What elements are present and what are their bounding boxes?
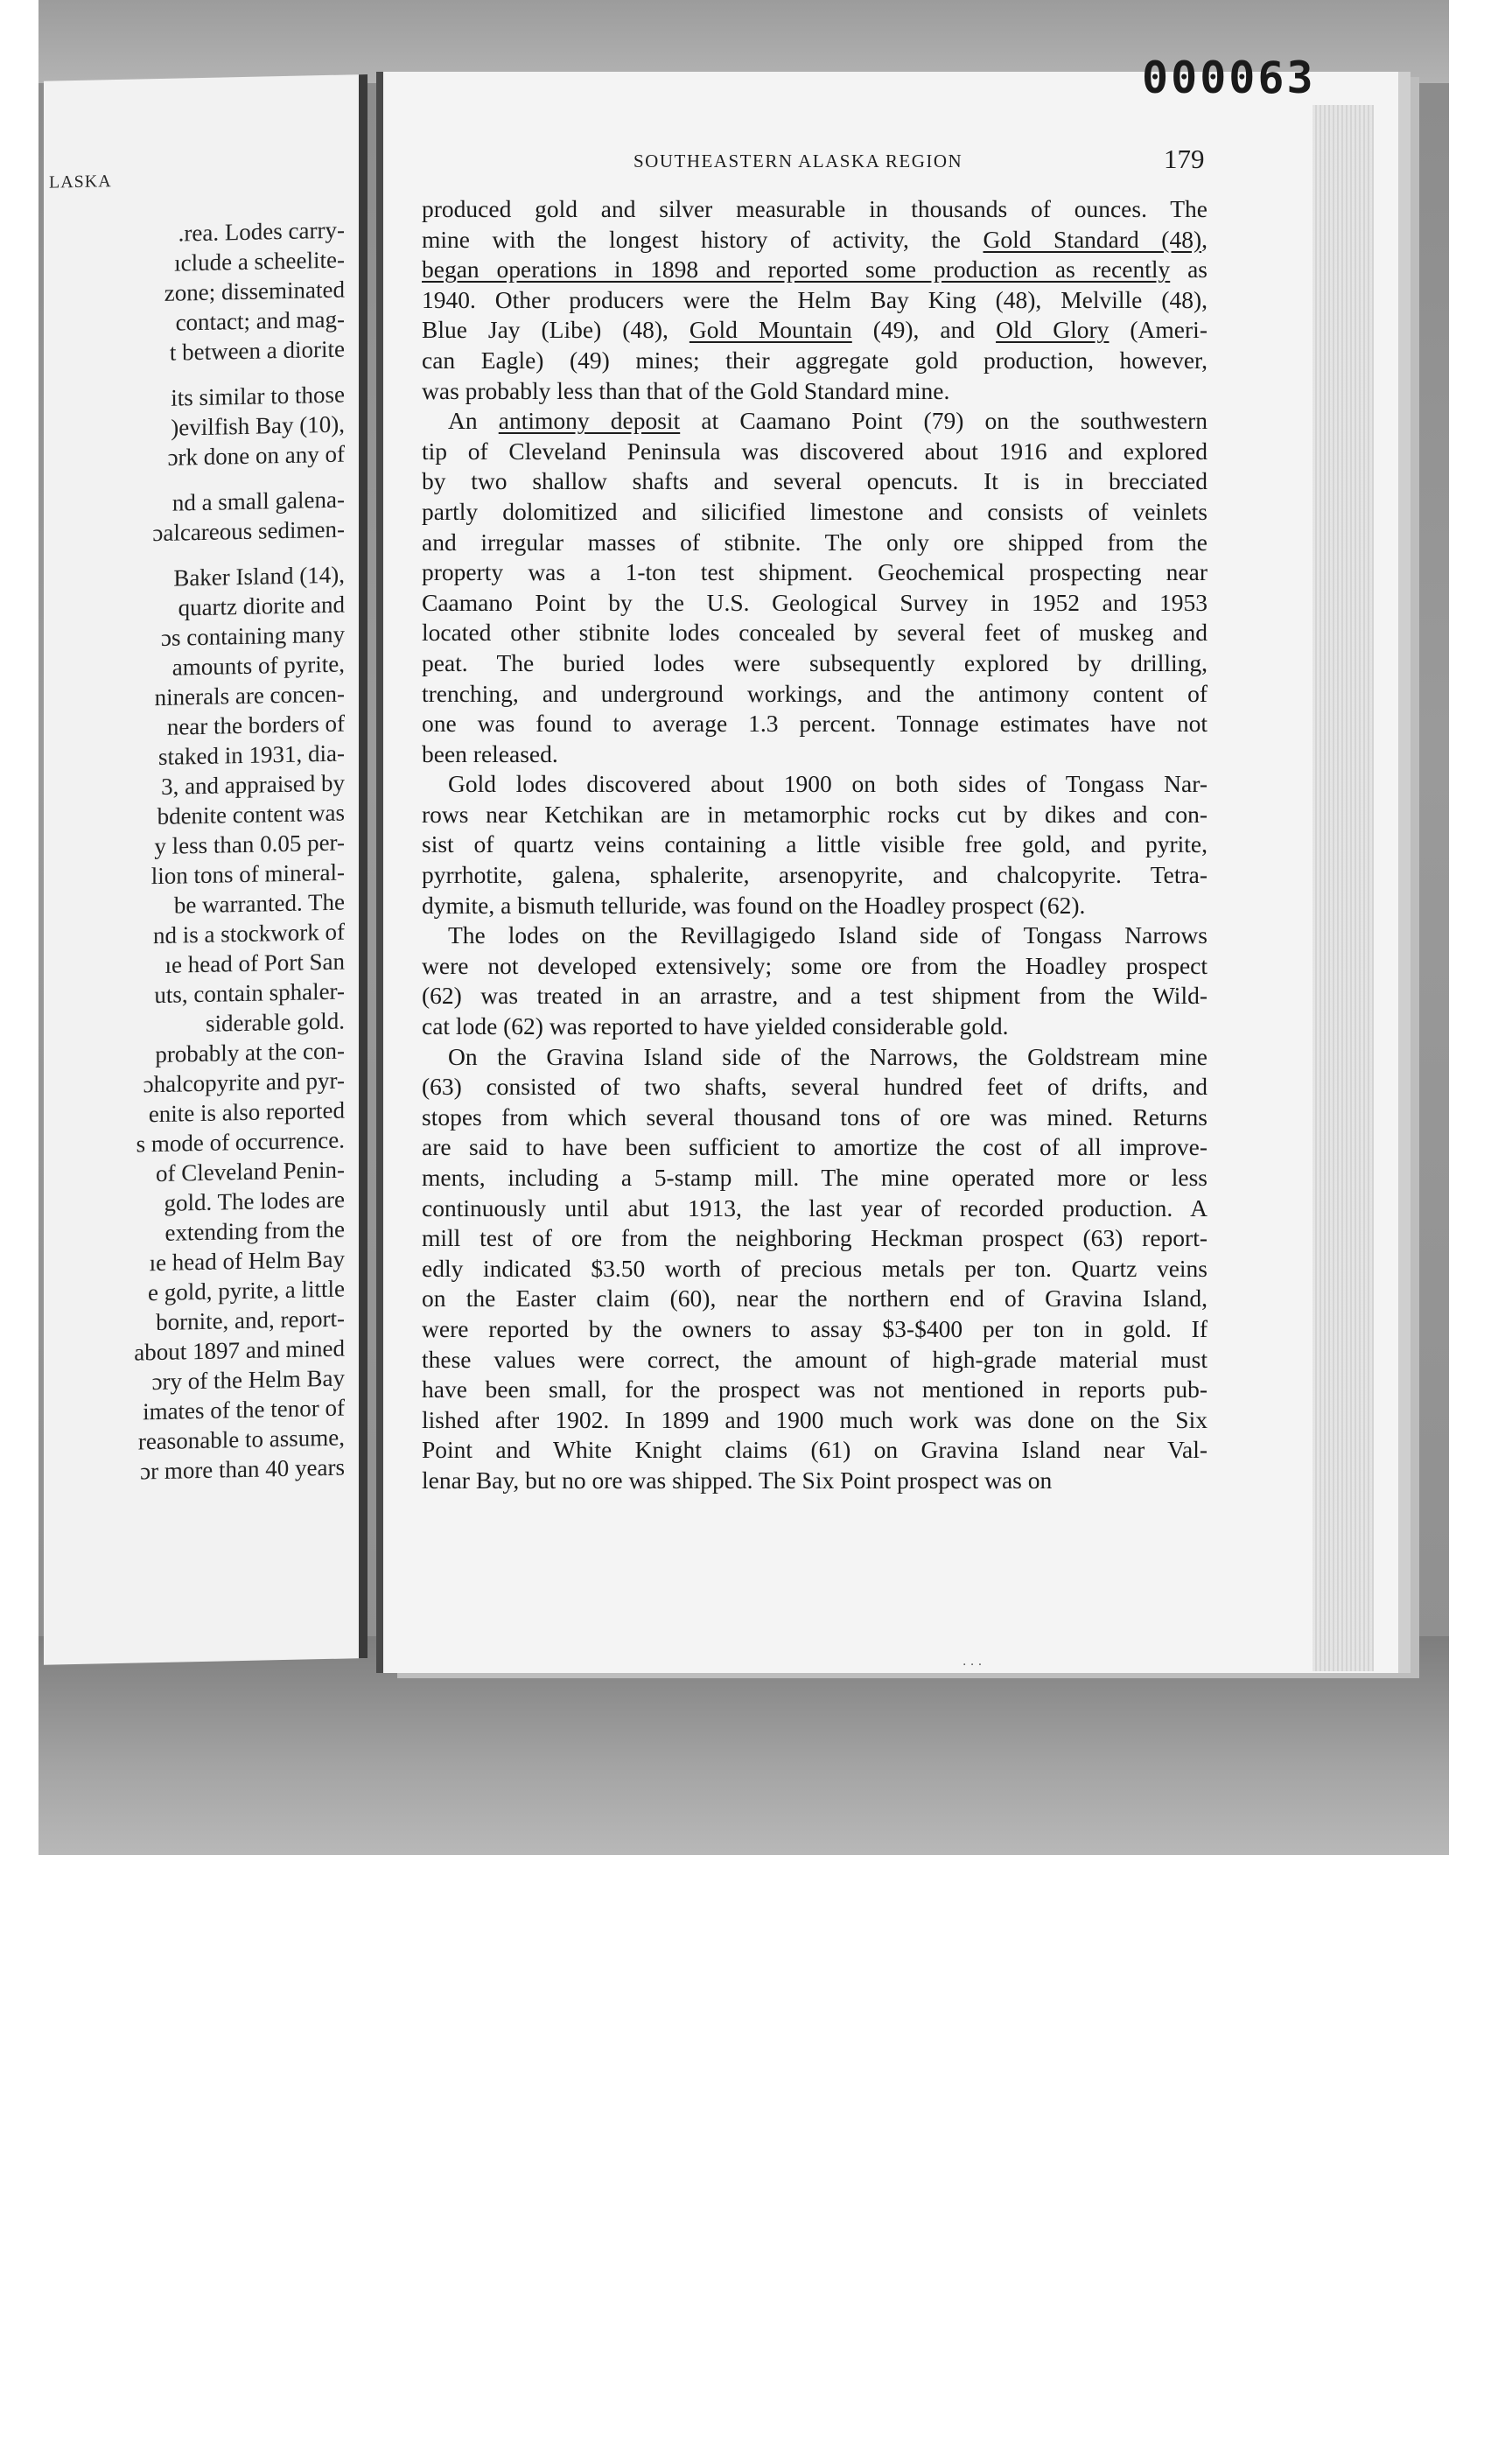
- body-line: trenching, and underground workings, and the antimony content of: [422, 679, 1208, 707]
- left-page-line: y less than 0.05 per-: [154, 829, 345, 860]
- body-line: are said to have been sufficient to amortize the cost of all improve-: [422, 1133, 1208, 1161]
- left-page-line: be warranted. The: [173, 888, 345, 919]
- body-line: ments, including a 5-stamp mill. The mine operated more or less: [422, 1164, 1208, 1191]
- body-line: produced gold and silver measurable in thousands of ounces. The: [422, 195, 1208, 222]
- underlined-phrase: antimony deposit: [498, 407, 681, 435]
- body-line: cat lode (62) was reported to have yielded considerable gold.: [422, 1012, 1009, 1040]
- body-text: [422, 194, 1208, 1496]
- body-line: located other stibnite lodes concealed by several feet of muskeg and: [422, 619, 1208, 647]
- body-line: Caamano Point by the U.S. Geological Survey in 1952 and 1953: [422, 588, 1208, 616]
- left-page-line: ıe head of Helm Bay: [149, 1245, 345, 1277]
- left-page-text: [47, 215, 345, 1488]
- left-page-line: amounts of pyrite,: [172, 650, 345, 681]
- left-page-line: t between a diorite: [169, 335, 345, 366]
- left-page-line: siderable gold.: [206, 1007, 345, 1037]
- body-line: mill test of ore from the neighboring Heckman prospect (63) report-: [422, 1224, 1208, 1252]
- scan-specks: · · ·: [962, 1658, 983, 1672]
- left-page-line: bornite, and, report-: [156, 1305, 345, 1336]
- left-page-line: ninerals are concen-: [154, 680, 345, 711]
- body-line: 1940. Other producers were the Helm Bay King (48), Melville (48),: [422, 285, 1208, 313]
- body-line: these values were correct, the amount of high-grade material must: [422, 1345, 1208, 1373]
- left-page-line: ɔalcareous sedimen-: [152, 515, 345, 547]
- left-page-line: ɔry of the Helm Bay: [151, 1364, 345, 1396]
- body-line: continuously until abut 1913, the last year of recorded production. A: [422, 1194, 1208, 1222]
- left-page-line: ıe head of Port San: [164, 948, 345, 978]
- body-line: (63) consisted of two shafts, several hundred feet of drifts, and: [422, 1073, 1208, 1101]
- body-line: Gold lodes discovered about 1900 on both sides of Tongass Nar-: [448, 770, 1208, 798]
- left-page-line: near the borders of: [166, 710, 345, 740]
- left-page-line: s mode of occurrence.: [136, 1126, 345, 1158]
- left-page-line: enite is also reported: [148, 1096, 345, 1128]
- left-page-line: contact; and mag-: [175, 305, 345, 336]
- left-page-line: nd is a stockwork of: [153, 918, 345, 949]
- body-line: dymite, a bismuth telluride, was found on the Hoadley prospect (62).: [422, 891, 1086, 919]
- body-line: Blue Jay (Libe) (48), Gold Mountain (49), and Old Glory (Ameri-: [422, 316, 1208, 344]
- left-page-line: quartz diorite and: [178, 591, 345, 621]
- left-facing-page: [44, 74, 368, 1665]
- left-page-line: lion tons of mineral-: [150, 858, 345, 890]
- left-page-line: .rea. Lodes carry-: [178, 216, 345, 247]
- left-page-line: ɔs containing many: [161, 620, 345, 651]
- page-number: 179: [1164, 144, 1205, 174]
- body-line: lished after 1902. In 1899 and 1900 much work was done on the Six: [422, 1405, 1208, 1433]
- left-page-line: ɔrk done on any of: [167, 440, 345, 471]
- underlined-phrase: began operations in 1898 and reported some production as recently: [422, 256, 1171, 284]
- body-line: rows near Ketchikan are in metamorphic rocks cut by dikes and con-: [422, 800, 1208, 828]
- body-line: can Eagle) (49) mines; their aggregate gold production, however,: [422, 346, 1208, 374]
- left-page-line: nd a small galena-: [172, 486, 345, 516]
- body-line: stopes from which several thousand tons of ore was mined. Returns: [422, 1102, 1208, 1130]
- underlined-phrase: Old Glory: [996, 316, 1110, 344]
- page-edges: [1312, 105, 1374, 1671]
- body-line: On the Gravina Island side of the Narrows, the Goldstream mine: [448, 1042, 1208, 1070]
- body-line: edly indicated $3.50 worth of precious metals per ton. Quartz veins: [422, 1254, 1208, 1282]
- body-line: one was found to average 1.3 percent. Tonnage estimates have not: [422, 710, 1208, 738]
- left-page-line: about 1897 and mined: [134, 1334, 345, 1366]
- body-line: Point and White Knight claims (61) on Gravina Island near Val-: [422, 1436, 1208, 1464]
- left-page-line: zone; disseminated: [164, 276, 345, 306]
- left-page-line: )evilfish Bay (10),: [171, 410, 345, 441]
- left-page-line: gold. The lodes are: [164, 1186, 345, 1216]
- body-line: peat. The buried lodes were subsequently explored by drilling,: [422, 648, 1208, 676]
- body-line: mine with the longest history of activity, the Gold Standard (48),: [422, 225, 1208, 253]
- left-page-line: ɔr more than 40 years: [140, 1453, 345, 1485]
- body-line: property was a 1-ton test shipment. Geochemical prospecting near: [422, 558, 1208, 586]
- left-page-line: extending from the: [164, 1215, 345, 1246]
- body-line: and irregular masses of stibnite. The only ore shipped from the: [422, 528, 1208, 556]
- left-page-header: LASKA: [49, 172, 112, 192]
- underlined-phrase: Gold Mountain: [689, 316, 852, 344]
- body-line: An antimony deposit at Caamano Point (79) on the southwestern: [448, 407, 1208, 435]
- left-page-line: its similar to those: [171, 381, 345, 411]
- body-line: were not developed extensively; some ore from the Hoadley prospect: [422, 951, 1208, 979]
- body-line: The lodes on the Revillagigedo Island side of Tongass Narrows: [448, 921, 1208, 949]
- body-line: partly dolomitized and silicified limestone and consists of veinlets: [422, 497, 1208, 525]
- document-stamp-number: 000063: [1142, 52, 1316, 103]
- underlined-phrase: Gold Standard (48): [983, 225, 1202, 253]
- left-page-line: 3, and appraised by: [161, 769, 345, 800]
- left-page-line: reasonable to assume,: [137, 1424, 345, 1455]
- left-page-line: imates of the tenor of: [143, 1394, 345, 1425]
- left-page-line: of Cleveland Penin-: [156, 1156, 345, 1187]
- body-line: by two shallow shafts and several opencuts. It is in brecciated: [422, 467, 1208, 495]
- left-page-line: ɔhalcopyrite and pyr-: [143, 1067, 345, 1098]
- left-page-line: ıclude a scheelite-: [174, 246, 345, 276]
- body-line: been released.: [422, 739, 558, 767]
- left-page-line: bdenite content was: [157, 799, 345, 830]
- left-page-line: e gold, pyrite, a little: [148, 1275, 345, 1306]
- body-line: sist of quartz veins containing a little visible free gold, and pyrite,: [422, 830, 1208, 858]
- body-line: tip of Cleveland Peninsula was discovered about 1916 and explored: [422, 437, 1208, 465]
- running-head: SOUTHEASTERN ALASKA REGION: [634, 150, 963, 172]
- body-line: pyrrhotite, galena, sphalerite, arsenopyrite, and chalcopyrite. Tetra-: [422, 861, 1208, 889]
- left-page-line: probably at the con-: [155, 1037, 345, 1068]
- body-line: was probably less than that of the Gold Standard mine.: [422, 376, 950, 404]
- body-line: lenar Bay, but no ore was shipped. The Six Point prospect was on: [422, 1466, 1053, 1494]
- left-page-line: Baker Island (14),: [173, 561, 345, 592]
- body-line: (62) was treated in an arrastre, and a test shipment from the Wild-: [422, 982, 1208, 1010]
- body-line: began operations in 1898 and reported some production as recently as: [422, 256, 1208, 284]
- left-page-line: uts, contain sphaler-: [154, 977, 345, 1009]
- left-page-line: staked in 1931, dia-: [158, 739, 345, 771]
- body-line: on the Easter claim (60), near the northern end of Gravina Island,: [422, 1284, 1208, 1312]
- body-line: were reported by the owners to assay $3-$400 per ton in gold. If: [422, 1314, 1208, 1342]
- body-line: have been small, for the prospect was not mentioned in reports pub-: [422, 1376, 1208, 1404]
